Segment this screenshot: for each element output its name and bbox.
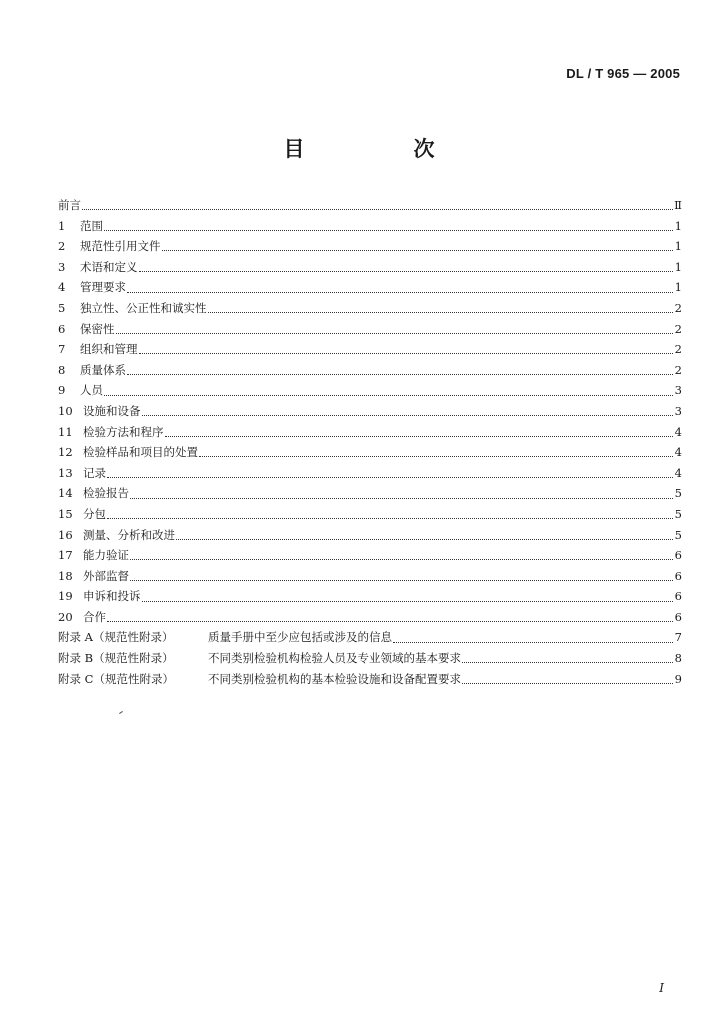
leader-dots xyxy=(199,455,673,457)
toc-entry[interactable] xyxy=(58,401,682,422)
toc-entry-label: 组织和管理 xyxy=(80,342,138,357)
appendix-label: 附录 A（规范性附录） xyxy=(58,630,174,645)
toc-entry-label: 前言 xyxy=(58,198,81,212)
toc-entry-page: 5 xyxy=(674,506,682,521)
toc-entry-number: 18 xyxy=(58,568,73,583)
table-of-contents xyxy=(58,195,682,689)
toc-entry-number: 3 xyxy=(58,259,66,274)
toc-entry-label: 质量体系 xyxy=(80,362,126,377)
appendix-title: 质量手册中至少应包括或涉及的信息 xyxy=(208,630,392,645)
toc-entry-label: 检验方法和程序 xyxy=(83,424,164,439)
toc-entry-label: 规范性引用文件 xyxy=(80,239,161,254)
toc-entry-number: 17 xyxy=(58,548,73,563)
toc-entry-label: 独立性、公正性和诚实性 xyxy=(80,300,207,315)
toc-entry-page: 2 xyxy=(674,342,682,357)
leader-dots xyxy=(127,291,673,293)
toc-entry-page: 4 xyxy=(674,465,682,480)
toc-entry-label: 设施和设备 xyxy=(83,403,141,418)
toc-entry[interactable] xyxy=(58,545,682,566)
toc-entry-number: 9 xyxy=(58,383,66,398)
toc-entry-number: 11 xyxy=(58,424,73,439)
toc-entry-label: 合作 xyxy=(83,609,106,624)
leader-dots xyxy=(142,414,674,416)
toc-entry[interactable] xyxy=(58,277,682,298)
toc-appendix-entry[interactable] xyxy=(58,627,682,648)
leader-dots xyxy=(130,579,673,581)
toc-entry[interactable] xyxy=(58,442,682,463)
toc-entry-label: 记录 xyxy=(83,465,106,480)
toc-entry-number: 7 xyxy=(58,342,66,357)
toc-entry-page: 7 xyxy=(674,630,682,645)
toc-entry[interactable] xyxy=(58,380,682,401)
leader-dots xyxy=(176,538,673,540)
toc-entry-label: 人员 xyxy=(80,383,103,398)
toc-entry[interactable] xyxy=(58,257,682,278)
leader-dots xyxy=(116,332,674,334)
toc-appendix-entry[interactable] xyxy=(58,669,682,690)
toc-entry-label: 术语和定义 xyxy=(80,259,138,274)
toc-entry-page: 3 xyxy=(674,383,682,398)
page-number: Ⅰ xyxy=(659,981,664,995)
toc-entry-page: 6 xyxy=(674,568,682,583)
toc-entry-foreword[interactable] xyxy=(58,195,682,216)
toc-entry[interactable] xyxy=(58,607,682,628)
toc-entry-number: 4 xyxy=(58,280,66,295)
toc-entry-page: 5 xyxy=(674,486,682,501)
leader-dots xyxy=(104,394,673,396)
leader-dots xyxy=(165,435,674,437)
toc-entry-page: 1 xyxy=(674,218,682,233)
leader-dots xyxy=(208,311,674,313)
appendix-title: 不同类别检验机构的基本检验设施和设备配置要求 xyxy=(208,671,461,686)
toc-entry-label: 保密性 xyxy=(80,321,115,336)
appendix-title: 不同类别检验机构检验人员及专业领域的基本要求 xyxy=(208,651,461,666)
toc-entry-label: 申诉和投诉 xyxy=(83,589,141,604)
toc-entry-number: 20 xyxy=(58,609,73,624)
leader-dots xyxy=(127,373,673,375)
leader-dots xyxy=(107,476,673,478)
toc-entry[interactable] xyxy=(58,586,682,607)
toc-entry[interactable] xyxy=(58,504,682,525)
toc-entry-page: 1 xyxy=(674,280,682,295)
leader-dots xyxy=(139,352,674,354)
leader-dots xyxy=(393,641,673,643)
leader-dots xyxy=(107,517,673,519)
toc-entry-page: 1 xyxy=(674,259,682,274)
leader-dots xyxy=(462,682,673,684)
toc-entry[interactable] xyxy=(58,483,682,504)
toc-entry-number: 19 xyxy=(58,589,73,604)
toc-entry-page: 1 xyxy=(674,239,682,254)
toc-entry-label: 外部监督 xyxy=(83,568,129,583)
scan-mark xyxy=(119,711,123,714)
toc-entry-page: 2 xyxy=(674,362,682,377)
leader-dots xyxy=(142,600,674,602)
toc-entry-label: 能力验证 xyxy=(83,548,129,563)
leader-dots xyxy=(107,620,673,622)
toc-entry[interactable] xyxy=(58,463,682,484)
toc-entry-page: 2 xyxy=(674,321,682,336)
appendix-label: 附录 B（规范性附录） xyxy=(58,651,174,666)
toc-appendix-entry[interactable] xyxy=(58,648,682,669)
toc-entry-label: 检验样品和项目的处置 xyxy=(83,445,198,460)
toc-entry-page: 4 xyxy=(674,424,682,439)
toc-entry[interactable] xyxy=(58,236,682,257)
toc-entry-number: 6 xyxy=(58,321,66,336)
leader-dots xyxy=(462,661,673,663)
toc-entry[interactable] xyxy=(58,525,682,546)
toc-entry[interactable] xyxy=(58,339,682,360)
toc-entry-number: 14 xyxy=(58,486,73,501)
toc-entry-page: 6 xyxy=(674,589,682,604)
toc-entry-number: 8 xyxy=(58,362,66,377)
toc-entry[interactable] xyxy=(58,360,682,381)
toc-entry-number: 15 xyxy=(58,506,73,521)
toc-entry-page: 3 xyxy=(674,403,682,418)
toc-entry-label: 分包 xyxy=(83,506,106,521)
toc-entry-page: Ⅱ xyxy=(674,198,682,212)
toc-entry-label: 管理要求 xyxy=(80,280,126,295)
toc-entry-page: 6 xyxy=(674,609,682,624)
toc-entry-number: 10 xyxy=(58,403,73,418)
leader-dots xyxy=(82,208,673,210)
page-title: 目 次 xyxy=(283,136,479,161)
toc-entry[interactable] xyxy=(58,216,682,237)
toc-entry[interactable] xyxy=(58,422,682,443)
toc-entry-number: 13 xyxy=(58,465,73,480)
leader-dots xyxy=(104,229,673,231)
toc-entry-page: 9 xyxy=(674,671,682,686)
toc-entry[interactable] xyxy=(58,566,682,587)
toc-entry-page: 5 xyxy=(674,527,682,542)
toc-entry-number: 16 xyxy=(58,527,73,542)
toc-entry-label: 测量、分析和改进 xyxy=(83,527,175,542)
toc-entry-page: 2 xyxy=(674,300,682,315)
toc-entry-number: 12 xyxy=(58,445,73,460)
leader-dots xyxy=(139,270,674,272)
appendix-label: 附录 C（规范性附录） xyxy=(58,671,174,686)
leader-dots xyxy=(130,497,673,499)
toc-entry-page: 4 xyxy=(674,445,682,460)
toc-entry-number: 5 xyxy=(58,300,66,315)
toc-entry-page: 6 xyxy=(674,548,682,563)
toc-entry-label: 检验报告 xyxy=(83,486,129,501)
toc-entry-number: 1 xyxy=(58,218,66,233)
leader-dots xyxy=(130,558,673,560)
toc-entry-label: 范围 xyxy=(80,218,103,233)
toc-entry[interactable] xyxy=(58,319,682,340)
toc-entry-number: 2 xyxy=(58,239,66,254)
standard-code: DL / T 965 — 2005 xyxy=(566,66,680,81)
leader-dots xyxy=(162,249,674,251)
toc-entry[interactable] xyxy=(58,298,682,319)
toc-entry-page: 8 xyxy=(674,651,682,666)
